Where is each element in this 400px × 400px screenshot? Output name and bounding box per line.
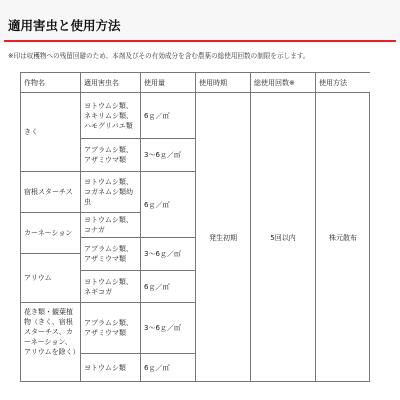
- pest-row-7: アブラムシ類、アザミウマ類: [81, 303, 141, 354]
- amount-row-4: 3～6ｇ／㎡: [141, 238, 196, 271]
- amount-row-5: 6ｇ／㎡: [141, 271, 196, 303]
- method-cell: 株元散布: [329, 233, 357, 242]
- header-times: 総使用回数※: [251, 73, 316, 93]
- pest-row-6: ヨトウムシ類、ネギコガ: [81, 271, 141, 303]
- usage-table: [20, 72, 370, 382]
- header-method: 使用方法: [316, 73, 370, 93]
- header-pest: 適用害虫名: [81, 73, 141, 93]
- amount-row-1: 6ｇ／㎡: [141, 93, 196, 139]
- header-amount: 使用量: [141, 73, 196, 93]
- times-cell: 5回以内: [251, 93, 316, 382]
- header-crop: 作物名: [21, 73, 81, 93]
- crop-allium: アリウム: [21, 254, 81, 303]
- pest-row-2: アブラムシ類、アザミウマ類: [81, 139, 141, 172]
- crop-kiku: きく: [21, 93, 81, 172]
- amount-row-7: 6ｇ／㎡: [141, 354, 196, 382]
- amount-row-3: 6ｇ／㎡: [141, 172, 196, 238]
- amount-row-6: 3～6ｇ／㎡: [141, 303, 196, 354]
- crop-carnation: カーネーション: [21, 213, 81, 254]
- crop-flowers: 花き類・観葉植物（きく、宿根スターチス、カーネーション、アリウムを除く）: [21, 303, 81, 382]
- pest-row-1: ヨトウムシ類、ネキリムシ類、ハモグリバエ類: [81, 93, 141, 139]
- section-header: [0, 0, 400, 44]
- amount-row-2: 3～6ｇ／㎡: [141, 139, 196, 172]
- title-underline: [4, 40, 396, 42]
- pest-row-8: ヨトウムシ類: [81, 354, 141, 382]
- timing-cell: 発生初期: [196, 93, 251, 382]
- section-title: 適用害虫と使用方法: [8, 18, 121, 33]
- usage-note: ※印は収穫物への残留回避のため、本剤及びその有効成分を含む農薬の総使用回数の制限を示します。: [8, 52, 310, 60]
- pest-row-4: ヨトウムシ類、コナガ: [81, 213, 141, 238]
- header-timing: 使用時期: [196, 73, 251, 93]
- crop-statice: 宿根スターチス: [21, 172, 81, 213]
- pest-row-3: ヨトウムシ類、コガネムシ類幼虫: [81, 172, 141, 213]
- pest-row-5: アブラムシ類、アザミウマ類: [81, 238, 141, 271]
